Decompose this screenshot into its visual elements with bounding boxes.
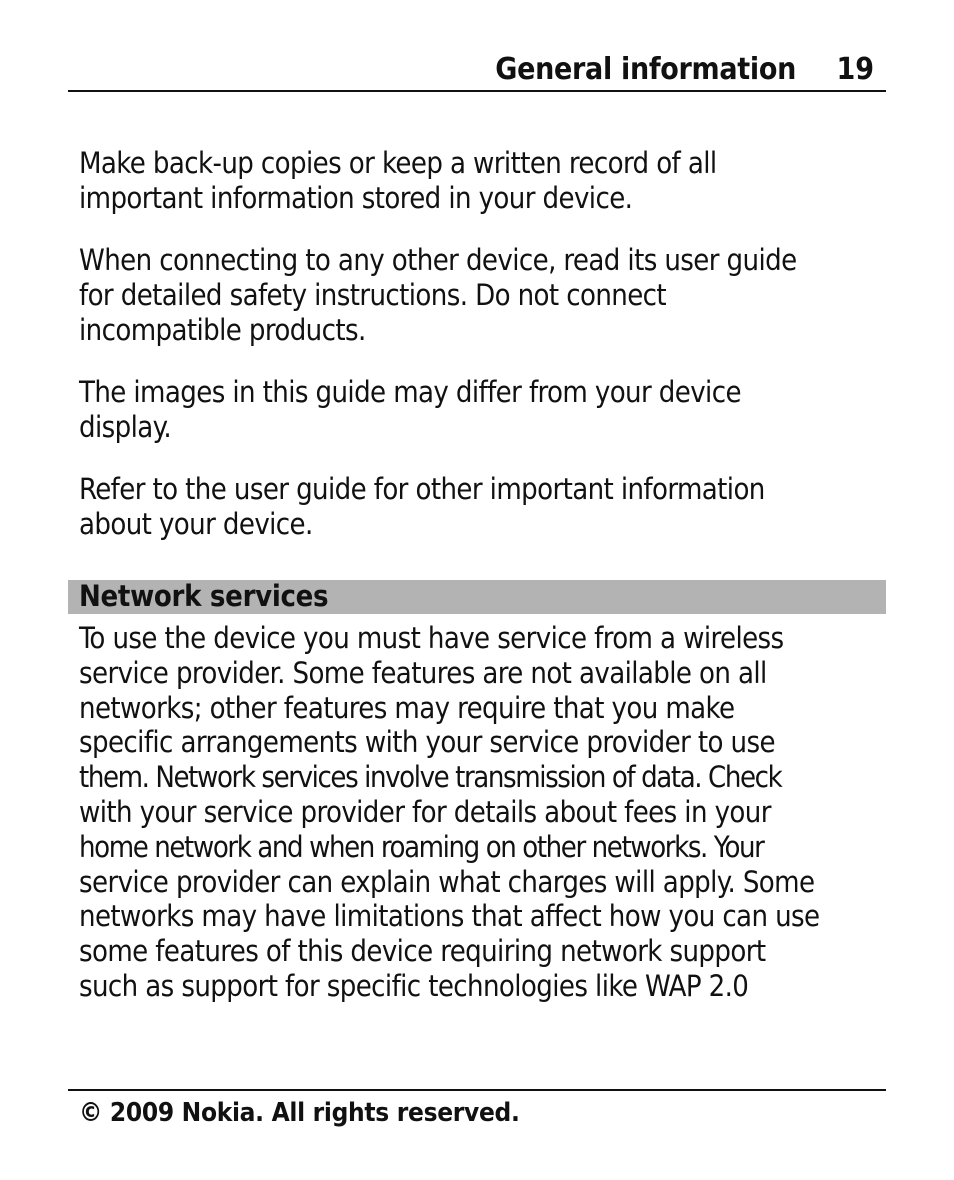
paragraph-line: for detailed safety instructions. Do not connect: [79, 278, 667, 312]
paragraph-line: Refer to the user guide for other important information: [79, 472, 765, 506]
paragraph-line: display.: [79, 410, 171, 444]
section-line: such as support for specific technologies like WAP 2.0: [79, 968, 749, 1003]
section-line: specific arrangements with your service provider to use: [79, 725, 775, 760]
paragraph-line: When connecting to any other device, read its user guide: [79, 243, 797, 277]
section-body: [79, 621, 884, 1004]
section-line: To use the device you must have service from a wireless: [79, 621, 784, 655]
paragraph-line: important information stored in your device.: [79, 181, 633, 215]
section-heading-bar: [68, 580, 886, 614]
section-line: networks may have limitations that affect how you can use: [79, 899, 820, 934]
paragraph-line: The images in this guide may differ from your device: [79, 375, 741, 409]
intro-content: [79, 146, 879, 569]
section-line: home network and when roaming on other networks. Your: [79, 829, 764, 864]
section-line: service provider can explain what charges will apply. Some: [79, 864, 815, 899]
paragraph-line: Make back-up copies or keep a written record of all: [79, 146, 717, 180]
section-line: service provider. Some features are not available on all: [79, 655, 767, 690]
paragraph-line: about your device.: [79, 507, 313, 541]
paragraph-connecting: [79, 243, 879, 348]
paragraph-line: incompatible products.: [79, 313, 366, 347]
page-header: [68, 50, 886, 92]
copyright-text: © 2009 Nokia. All rights reserved.: [79, 1098, 520, 1128]
paragraph-refer: [79, 472, 879, 542]
page-number: 19: [836, 52, 874, 87]
header-title: General information: [495, 52, 796, 87]
section-heading: Network services: [79, 579, 329, 613]
section-line: with your service provider for details about fees in your: [79, 794, 771, 829]
section-line: networks; other features may require that you make: [79, 690, 735, 725]
section-line: them. Network services involve transmission of data. Check: [79, 760, 782, 795]
page-footer: [68, 1089, 886, 1128]
section-line: some features of this device requiring network support: [79, 934, 766, 969]
paragraph-images: [79, 375, 879, 445]
paragraph-backup: [79, 146, 879, 216]
